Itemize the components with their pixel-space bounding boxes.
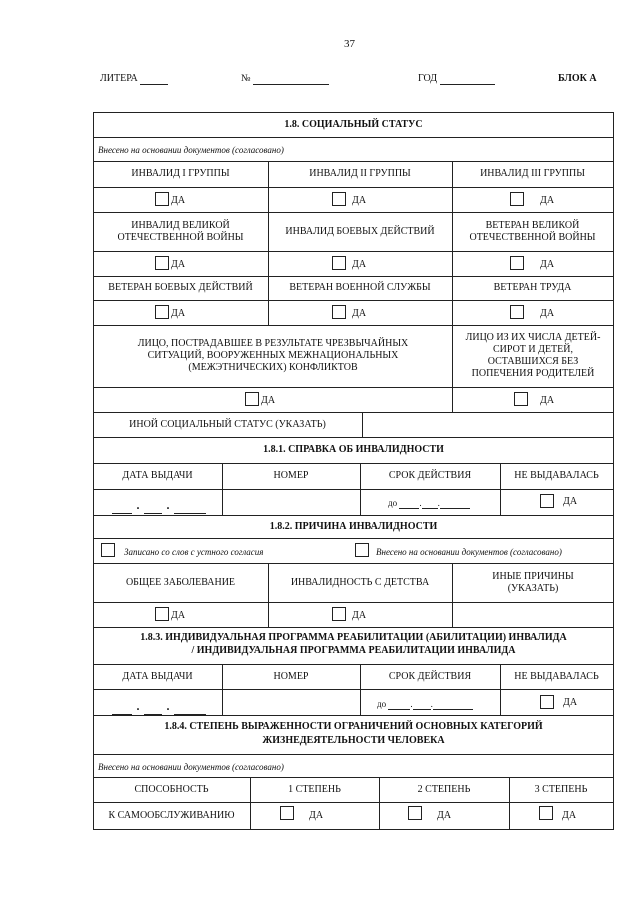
yes-label: ДА (352, 195, 367, 206)
military-veteran-label: ВЕТЕРАН ВОЕННОЙ СЛУЖБЫ (289, 282, 431, 293)
section-1-8-2-title: 1.8.2. ПРИЧИНА ИНВАЛИДНОСТИ (269, 520, 438, 532)
yes-label: ДА (540, 308, 555, 319)
disabled-group-3-checkbox[interactable] (510, 192, 524, 206)
oral-consent-label: Записано со слов с устного согласия (124, 547, 264, 557)
yes-label: ДА (261, 395, 276, 406)
yes-label: ДА (540, 395, 555, 406)
section-1-8-4-note: Внесено на основании документов (согласовано) (98, 762, 284, 772)
orphan-checkbox[interactable] (514, 392, 528, 406)
labor-veteran-checkbox[interactable] (510, 305, 524, 319)
yes-label: ДА (171, 195, 186, 206)
degree-2-header: 2 СТЕПЕНЬ (417, 783, 471, 795)
yes-label: ДА (540, 259, 555, 270)
section-1-8-1-title: 1.8.1. СПРАВКА ОБ ИНВАЛИДНОСТИ (263, 444, 444, 455)
docs-consent-label: Внесено на основании документов (согласовано) (376, 547, 562, 557)
combat-veteran-label: ВЕТЕРАН БОЕВЫХ ДЕЙСТВИЙ (108, 282, 253, 293)
year-label: ГОД (418, 73, 438, 84)
number-field[interactable] (241, 73, 329, 85)
childhood-disability-label: ИНВАЛИДНОСТЬ С ДЕТСТВА (290, 576, 430, 588)
other-status-input[interactable] (363, 413, 613, 437)
emergency-victim-label: ЛИЦО, ПОСТРАДАВШЕЕ В РЕЗУЛЬТАТЕ ЧРЕЗВЫЧАЙНЫХ СИТУАЦИЙ, ВООРУЖЕННЫХ МЕЖНАЦИОНАЛЬНЫХ (МЕЖЭТНИЧЕСКИХ) КОНФЛИКТОВ (137, 338, 409, 373)
disabled-group-2-checkbox[interactable] (332, 192, 346, 206)
combat-veteran-checkbox[interactable] (155, 305, 169, 319)
number-header: НОМЕР (273, 470, 309, 481)
emergency-victim-checkbox[interactable] (245, 392, 259, 406)
yes-label: ДА (437, 810, 452, 821)
wwii-disabled-checkbox[interactable] (155, 256, 169, 270)
yes-label: ДА (352, 259, 367, 270)
wwii-veteran-label: ВЕТЕРАН ВЕЛИКОЙ ОТЕЧЕСТВЕННОЙ ВОЙНЫ (469, 219, 596, 243)
ipr-validity-header: СРОК ДЕЙСТВИЯ (388, 670, 472, 682)
ability-header: СПОСОБНОСТЬ (134, 783, 209, 795)
ipr-not-issued-header: НЕ ВЫДАВАЛАСЬ (514, 670, 599, 682)
block-label: БЛОК А (558, 73, 597, 84)
section-1-8-4-title-line1: 1.8.4. СТЕПЕНЬ ВЫРАЖЕННОСТИ ОГРАНИЧЕНИЙ ОСНОВНЫХ КАТЕГОРИЙ (164, 721, 543, 732)
yes-label: ДА (562, 810, 577, 821)
degree-3-header: 3 СТЕПЕНЬ (534, 783, 588, 795)
disabled-group-3-label: ИНВАЛИД III ГРУППЫ (480, 168, 585, 179)
yes-label: ДА (171, 610, 186, 621)
ipr-issue-date-header: ДАТА ВЫДАЧИ (122, 670, 193, 682)
yes-label: ДА (352, 610, 367, 621)
yes-label: ДА (309, 810, 324, 821)
yes-label: ДА (563, 496, 578, 507)
oral-consent-checkbox[interactable] (101, 543, 115, 557)
wwii-veteran-checkbox[interactable] (510, 256, 524, 270)
orphan-label: ЛИЦО ИЗ ИХ ЧИСЛА ДЕТЕЙ-СИРОТ И ДЕТЕЙ, ОСТАВШИХСЯ БЕЗ ПОПЕЧЕНИЯ РОДИТЕЛЕЙ (465, 332, 601, 379)
disabled-group-1-checkbox[interactable] (155, 192, 169, 206)
combat-disabled-checkbox[interactable] (332, 256, 346, 270)
section-1-8-title: 1.8. СОЦИАЛЬНЫЙ СТАТУС (284, 118, 423, 130)
other-status-label: ИНОЙ СОЦИАЛЬНЫЙ СТАТУС (УКАЗАТЬ) (129, 418, 326, 430)
other-causes-label: ИНЫЕ ПРИЧИНЫ (УКАЗАТЬ) (492, 570, 574, 594)
litera-label: ЛИТЕРА (100, 73, 138, 84)
general-disease-checkbox[interactable] (155, 607, 169, 621)
self-care-degree-2-checkbox[interactable] (408, 806, 422, 820)
labor-veteran-label: ВЕТЕРАН ТРУДА (493, 282, 572, 293)
ipr-not-issued-checkbox[interactable] (540, 695, 554, 709)
section-1-8-note: Внесено на основании документов (согласовано) (98, 145, 284, 155)
ipr-issue-date-input[interactable]: . . (112, 697, 206, 715)
page-number: 37 (344, 38, 355, 50)
childhood-disability-checkbox[interactable] (332, 607, 346, 621)
yes-label: ДА (352, 308, 367, 319)
section-1-8-4-title-line2: ЖИЗНЕДЕЯТЕЛЬНОСТИ ЧЕЛОВЕКА (262, 735, 445, 746)
issue-date-header: ДАТА ВЫДАЧИ (122, 470, 193, 481)
docs-consent-checkbox[interactable] (355, 543, 369, 557)
disabled-group-2-label: ИНВАЛИД II ГРУППЫ (309, 168, 411, 179)
number-input[interactable] (223, 490, 359, 514)
section-1-8-3-title-line2: / ИНДИВИДУАЛЬНАЯ ПРОГРАММА РЕАБИЛИТАЦИИ ИНВАЛИДА (191, 645, 516, 656)
year-field[interactable] (418, 73, 495, 85)
to-label: до (377, 699, 387, 709)
validity-input[interactable]: до . . (388, 497, 470, 509)
to-label: до (388, 498, 398, 508)
yes-label: ДА (563, 697, 578, 708)
self-care-degree-1-checkbox[interactable] (280, 806, 294, 820)
degree-1-header: 1 СТЕПЕНЬ (288, 783, 341, 795)
ipr-number-header: НОМЕР (273, 670, 309, 682)
combat-disabled-label: ИНВАЛИД БОЕВЫХ ДЕЙСТВИЙ (285, 225, 435, 237)
number-label: № (241, 73, 251, 84)
wwii-disabled-label: ИНВАЛИД ВЕЛИКОЙ ОТЕЧЕСТВЕННОЙ ВОЙНЫ (117, 219, 244, 243)
yes-label: ДА (171, 259, 186, 270)
litera-field[interactable] (100, 73, 168, 85)
military-veteran-checkbox[interactable] (332, 305, 346, 319)
self-care-degree-3-checkbox[interactable] (539, 806, 553, 820)
validity-header: СРОК ДЕЙСТВИЯ (388, 470, 472, 481)
other-causes-input[interactable] (453, 603, 613, 627)
ipr-validity-input[interactable]: до . . (377, 698, 473, 710)
section-1-8-3-title-line1: 1.8.3. ИНДИВИДУАЛЬНАЯ ПРОГРАММА РЕАБИЛИТАЦИИ (АБИЛИТАЦИИ) ИНВАЛИДА (140, 632, 567, 643)
general-disease-label: ОБЩЕЕ ЗАБОЛЕВАНИЕ (125, 576, 236, 588)
yes-label: ДА (171, 308, 186, 319)
not-issued-checkbox[interactable] (540, 494, 554, 508)
issue-date-input[interactable]: . . (112, 496, 206, 514)
disabled-group-1-label: ИНВАЛИД I ГРУППЫ (131, 168, 230, 179)
ipr-number-input[interactable] (223, 690, 359, 714)
self-care-label: К САМООБСЛУЖИВАНИЮ (108, 809, 235, 821)
yes-label: ДА (540, 195, 555, 206)
not-issued-header: НЕ ВЫДАВАЛАСЬ (514, 470, 599, 481)
